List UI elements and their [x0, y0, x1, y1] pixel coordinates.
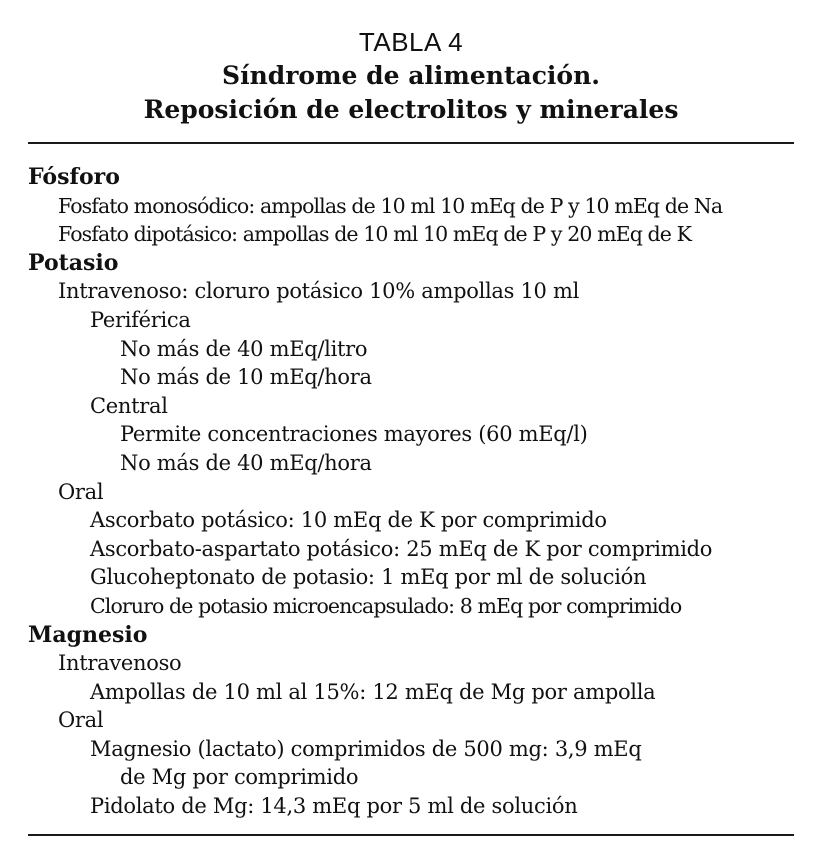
table-title-line-2: Reposición de electrolitos y minerales	[143, 95, 679, 124]
table-body	[28, 163, 794, 821]
fosforo-item: Fosfato dipotásico: ampollas de 10 ml 10 mEq de P y 20 mEq de K	[58, 222, 692, 247]
potasio-oral-item: Glucoheptonato de potasio: 1 mEq por ml de solución	[90, 565, 647, 590]
central-item: No más de 40 mEq/hora	[120, 450, 372, 475]
magnesio-oral: Oral	[58, 708, 104, 733]
magnesio-oral-item: Pidolato de Mg: 14,3 mEq por 5 ml de solución	[90, 794, 578, 819]
section-heading-potasio: Potasio	[28, 249, 119, 276]
potasio-oral-item: Ascorbato-aspartato potásico: 25 mEq de K por comprimido	[90, 536, 713, 561]
top-rule	[28, 142, 794, 144]
potasio-central: Central	[90, 393, 168, 418]
central-item: Permite concentraciones mayores (60 mEq/l)	[120, 422, 588, 447]
potasio-intravenoso: Intravenoso: cloruro potásico 10% ampollas 10 ml	[58, 279, 580, 304]
periferica-item: No más de 40 mEq/litro	[120, 336, 368, 361]
magnesio-oral-item: Magnesio (lactato) comprimidos de 500 mg: 3,9 mEq	[90, 736, 642, 761]
bottom-rule	[28, 834, 794, 836]
potasio-oral-item: Ascorbato potásico: 10 mEq de K por comprimido	[90, 508, 607, 533]
potasio-oral: Oral	[58, 479, 104, 504]
section-heading-magnesio: Magnesio	[28, 621, 148, 648]
table-title-line-1: Síndrome de alimentación.	[222, 61, 600, 90]
magnesio-intravenoso-item: Ampollas de 10 ml al 15%: 12 mEq de Mg por ampolla	[90, 679, 656, 704]
table-number: TABLA 4	[358, 27, 464, 57]
section-heading-fosforo: Fósforo	[28, 164, 120, 190]
magnesio-oral-item-continuation: de Mg por comprimido	[120, 765, 359, 790]
potasio-periferica: Periférica	[90, 307, 191, 332]
magnesio-intravenoso: Intravenoso	[58, 651, 182, 676]
potasio-oral-item: Cloruro de potasio microencapsulado: 8 mEq por comprimido	[90, 593, 682, 618]
periferica-item: No más de 10 mEq/hora	[120, 365, 372, 390]
fosforo-item: Fosfato monosódico: ampollas de 10 ml 10 mEq de P y 10 mEq de Na	[58, 193, 723, 218]
